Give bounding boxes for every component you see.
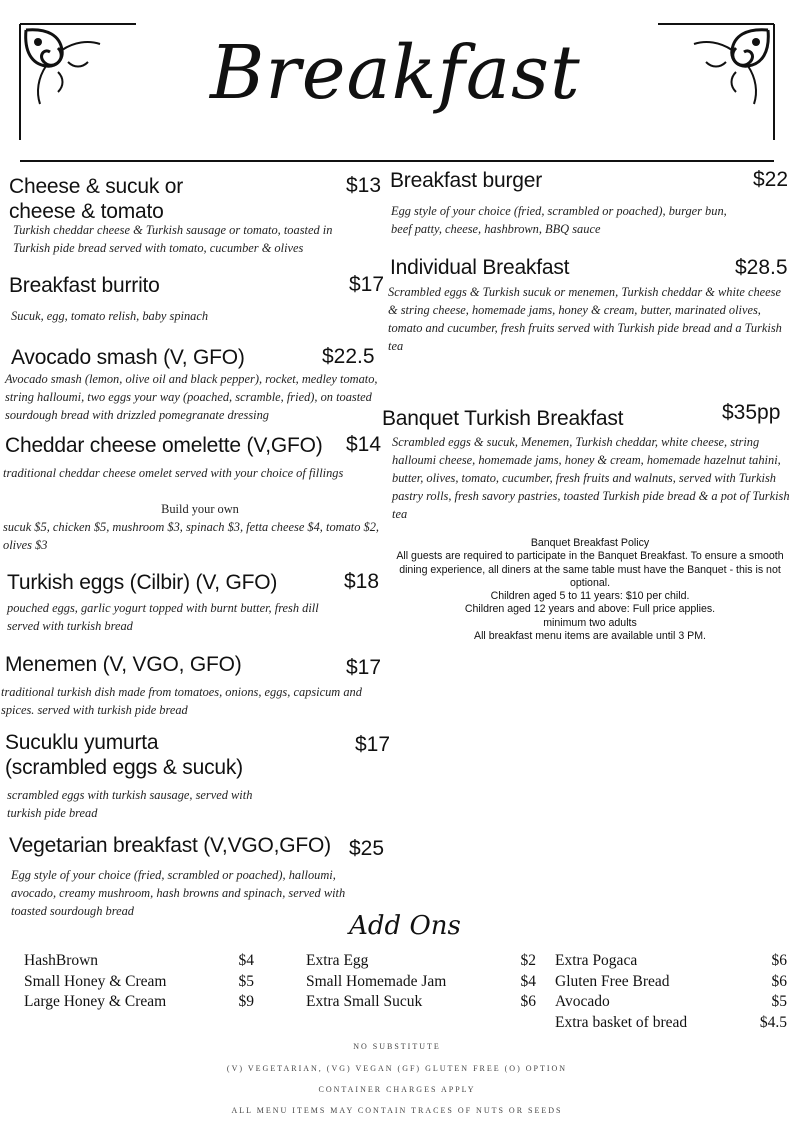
- title-divider: [20, 160, 774, 162]
- item-desc-turkish-eggs: pouched eggs, garlic yogurt topped with burnt butter, fresh dill served with turkish bread: [7, 601, 319, 633]
- item-price-menemen: $17: [346, 656, 382, 679]
- item-desc-vegetarian-breakfast: Egg style of your choice (fried, scrambled or poached), halloumi, avocado, creamy mushroom, hash browns and spinach, served with toasted sourdough bread: [11, 868, 346, 918]
- add-on-row: [24, 992, 254, 1013]
- add-on-name: Avocado: [555, 993, 610, 1010]
- add-on-name: Extra basket of bread: [555, 1013, 688, 1031]
- item-name-breakfast-burrito: Breakfast burrito: [9, 274, 160, 297]
- footer-note-container: CONTAINER CHARGES APPLY: [318, 1085, 476, 1094]
- item-name-menemen: Menemen (V, VGO, GFO): [5, 653, 242, 676]
- add-on-name: Extra Pogaca: [555, 952, 638, 969]
- add-on-name: HashBrown: [24, 952, 99, 969]
- item-name-individual-breakfast: Individual Breakfast: [390, 256, 570, 279]
- policy-line: All breakfast menu items are available until 3 PM.: [474, 630, 706, 643]
- item-desc-breakfast-burrito: Sucuk, egg, tomato relish, baby spinach: [11, 309, 209, 323]
- item-price-cheese-sucuk: $13: [346, 174, 382, 197]
- add-on-name: Small Honey & Cream: [24, 972, 167, 990]
- policy-line: Children aged 12 years and above: Full price applies.: [464, 603, 716, 616]
- item-desc-cheddar-omelette: traditional cheddar cheese omelet served with your choice of fillings: [3, 466, 344, 480]
- add-on-price: $6: [771, 952, 787, 969]
- add-on-price: $4: [520, 972, 536, 990]
- policy-block: [386, 537, 794, 643]
- item-price-turkish-eggs: $18: [344, 570, 380, 593]
- add-on-name: Gluten Free Bread: [555, 972, 670, 990]
- footer-note-allergens: ALL MENU ITEMS MAY CONTAIN TRACES OF NUTS OR SEEDS: [231, 1106, 563, 1115]
- item-price-individual-breakfast: $28.5: [735, 256, 788, 279]
- add-on-price: $6: [771, 972, 787, 990]
- item-price-breakfast-burrito: $17: [349, 273, 385, 296]
- build-your-own-title: Build your own: [161, 502, 239, 516]
- footer-note-substitute: NO SUBSTITUTE: [353, 1042, 441, 1051]
- add-on-row: [555, 1013, 787, 1034]
- add-on-name: Extra Egg: [306, 952, 369, 969]
- add-on-row: [24, 951, 254, 972]
- policy-line: minimum two adults: [543, 616, 637, 629]
- item-price-sucuklu-yumurta: $17: [355, 733, 391, 756]
- policy-line: All guests are required to participate in the Banquet Breakfast. To ensure a smooth dining experience, all diners at the same table must have the Banquet - this is not optional.: [396, 550, 784, 589]
- item-desc-cheese-sucuk: Turkish cheddar cheese & Turkish sausage or tomato, toasted in Turkish pide bread served with tomato, cucumber & olives: [13, 223, 333, 255]
- policy-line: Children aged 5 to 11 years: $10 per child.: [490, 590, 690, 603]
- add-on-row: [306, 992, 536, 1013]
- add-ons-column-1: [24, 951, 254, 1013]
- item-desc-individual-breakfast: Scrambled eggs & Turkish sucuk or menemen, Turkish cheddar & white cheese & string cheese, homemade jams, honey & cream, butter, marinated olives, tomato and cucumber, fresh fruits served with Turkish pide bread and a Turkish tea: [388, 285, 782, 353]
- add-on-row: [555, 972, 787, 993]
- item-desc-sucuklu-yumurta: scrambled eggs with turkish sausage, served with turkish pide bread: [7, 788, 253, 820]
- item-name-avocado-smash: Avocado smash (V, GFO): [11, 346, 245, 369]
- item-price-avocado-smash: $22.5: [322, 345, 375, 368]
- item-desc-menemen: traditional turkish dish made from tomatoes, onions, eggs, capsicum and spices. served with turkish pide bread: [1, 685, 362, 717]
- add-on-price: $4: [238, 952, 254, 969]
- item-name-sucuklu-yumurta: Sucuklu yumurta (scrambled eggs & sucuk): [5, 731, 243, 779]
- item-name-cheese-sucuk: Cheese & sucuk or cheese & tomato: [9, 175, 184, 223]
- add-on-name: Small Homemade Jam: [306, 972, 447, 990]
- add-on-price: $5: [238, 972, 254, 990]
- corner-ornament-left: [18, 22, 143, 144]
- add-on-row: [555, 992, 787, 1013]
- item-desc-avocado-smash: Avocado smash (lemon, olive oil and black pepper), rocket, medley tomato, string halloumi, two eggs your way (poached, scramble, fried), on toasted sourdough bread with drizzled pomegranate dressing: [5, 372, 378, 422]
- add-ons-column-2: [306, 951, 536, 1013]
- item-name-cheddar-omelette: Cheddar cheese omelette (V,GFO): [5, 434, 323, 457]
- item-price-cheddar-omelette: $14: [346, 433, 382, 456]
- item-name-turkish-eggs: Turkish eggs (Cilbir) (V, GFO): [7, 571, 278, 594]
- add-ons-column-3: [555, 951, 787, 1033]
- item-name-breakfast-burger: Breakfast burger: [390, 169, 543, 192]
- footer-note-dietary-key: (V) VEGETARIAN, (VG) VEGAN (GF) GLUTEN FREE (O) OPTION: [226, 1064, 568, 1073]
- corner-ornament-right: [651, 22, 776, 144]
- add-on-price: $5: [771, 993, 787, 1010]
- add-on-price: $2: [520, 952, 536, 969]
- item-desc-banquet-breakfast: Scrambled eggs & sucuk, Menemen, Turkish cheddar, white cheese, string halloumi cheese, homemade jams, honey & cream, homemade hazelnut tahini, butter, olives, tomato, cucumber, fresh fruits and walnuts, served with Turkish pastry rolls, fresh savory pastries, toasted Turkish pide bread & a pot of Turkish tea: [392, 435, 790, 521]
- menu-title: Breakfast: [210, 30, 581, 116]
- add-on-price: $4.5: [759, 1013, 787, 1031]
- add-ons-title: Add Ons: [349, 911, 461, 941]
- add-on-row: [306, 951, 536, 972]
- add-on-name: Large Honey & Cream: [24, 993, 167, 1010]
- add-on-name: Extra Small Sucuk: [306, 993, 423, 1010]
- item-price-breakfast-burger: $22: [753, 168, 789, 191]
- item-name-banquet-breakfast: Banquet Turkish Breakfast: [382, 407, 624, 430]
- policy-title: Banquet Breakfast Policy: [530, 537, 650, 549]
- item-price-vegetarian-breakfast: $25: [349, 837, 385, 860]
- item-name-vegetarian-breakfast: Vegetarian breakfast (V,VGO,GFO): [9, 834, 331, 857]
- add-on-row: [24, 972, 254, 993]
- item-desc-breakfast-burger: Egg style of your choice (fried, scrambled or poached), burger bun, beef patty, cheese, hashbrown, BBQ sauce: [391, 204, 727, 236]
- item-price-banquet-breakfast: $35pp: [722, 401, 781, 424]
- add-on-row: [306, 972, 536, 993]
- add-on-row: [555, 951, 787, 972]
- build-your-own-options: sucuk $5, chicken $5, mushroom $3, spinach $3, fetta cheese $4, tomato $2, olives $3: [3, 520, 380, 552]
- add-on-price: $9: [238, 993, 254, 1010]
- add-on-price: $6: [520, 993, 536, 1010]
